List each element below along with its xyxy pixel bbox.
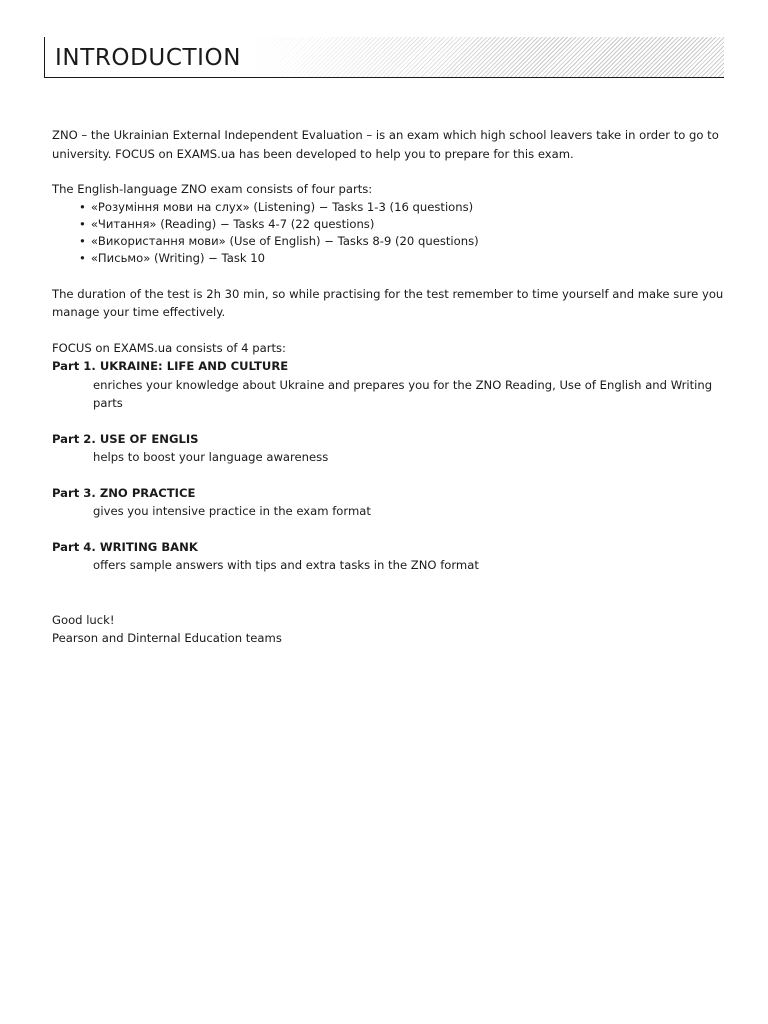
closing-signature: Pearson and Dinternal Education teams xyxy=(52,631,282,646)
section-header xyxy=(44,37,724,78)
list-item: • «Розуміння мови на слух» (Listening) − Tasks 1-3 (16 questions) xyxy=(79,199,728,216)
part-4-description: offers sample answers with tips and extra tasks in the ZNO format xyxy=(93,558,479,573)
list-item: • «Використання мови» (Use of English) − Tasks 8-9 (20 questions) xyxy=(79,233,728,250)
part-2-title: Part 2. USE OF ENGLIS xyxy=(52,431,199,446)
list-item: • «Читання» (Reading) − Tasks 4-7 (22 questions) xyxy=(79,216,728,233)
part-3-title: Part 3. ZNO PRACTICE xyxy=(52,485,196,500)
duration-paragraph: The duration of the test is 2h 30 min, so while practising for the test remember to time yourself and make sure you manage your time effectively. xyxy=(52,286,724,320)
list-item: • «Письмо» (Writing) − Task 10 xyxy=(79,250,728,267)
part-3-description: gives you intensive practice in the exam format xyxy=(93,504,371,519)
page-title: INTRODUCTION xyxy=(55,45,242,71)
part-1-description: enriches your knowledge about Ukraine and prepares you for the ZNO Reading, Use of English and Writing parts xyxy=(93,377,713,411)
closing-wish: Good luck! xyxy=(52,612,115,627)
exam-parts-heading: The English-language ZNO exam consists of four parts: xyxy=(52,182,373,196)
part-2-description: helps to boost your language awareness xyxy=(93,450,329,465)
part-1-title: Part 1. UKRAINE: LIFE AND CULTURE xyxy=(52,359,289,374)
part-4-title: Part 4. WRITING BANK xyxy=(52,539,198,554)
book-parts-heading: FOCUS on EXAMS.ua consists of 4 parts: xyxy=(52,340,286,355)
intro-paragraph: ZNO – the Ukrainian External Independent Evaluation – is an exam which high school leavers take in order to go to university. FOCUS on EXAMS.ua has been developed to help you to prepare for this exam. xyxy=(52,128,719,161)
document-body xyxy=(52,126,728,648)
exam-parts-list xyxy=(52,199,728,268)
